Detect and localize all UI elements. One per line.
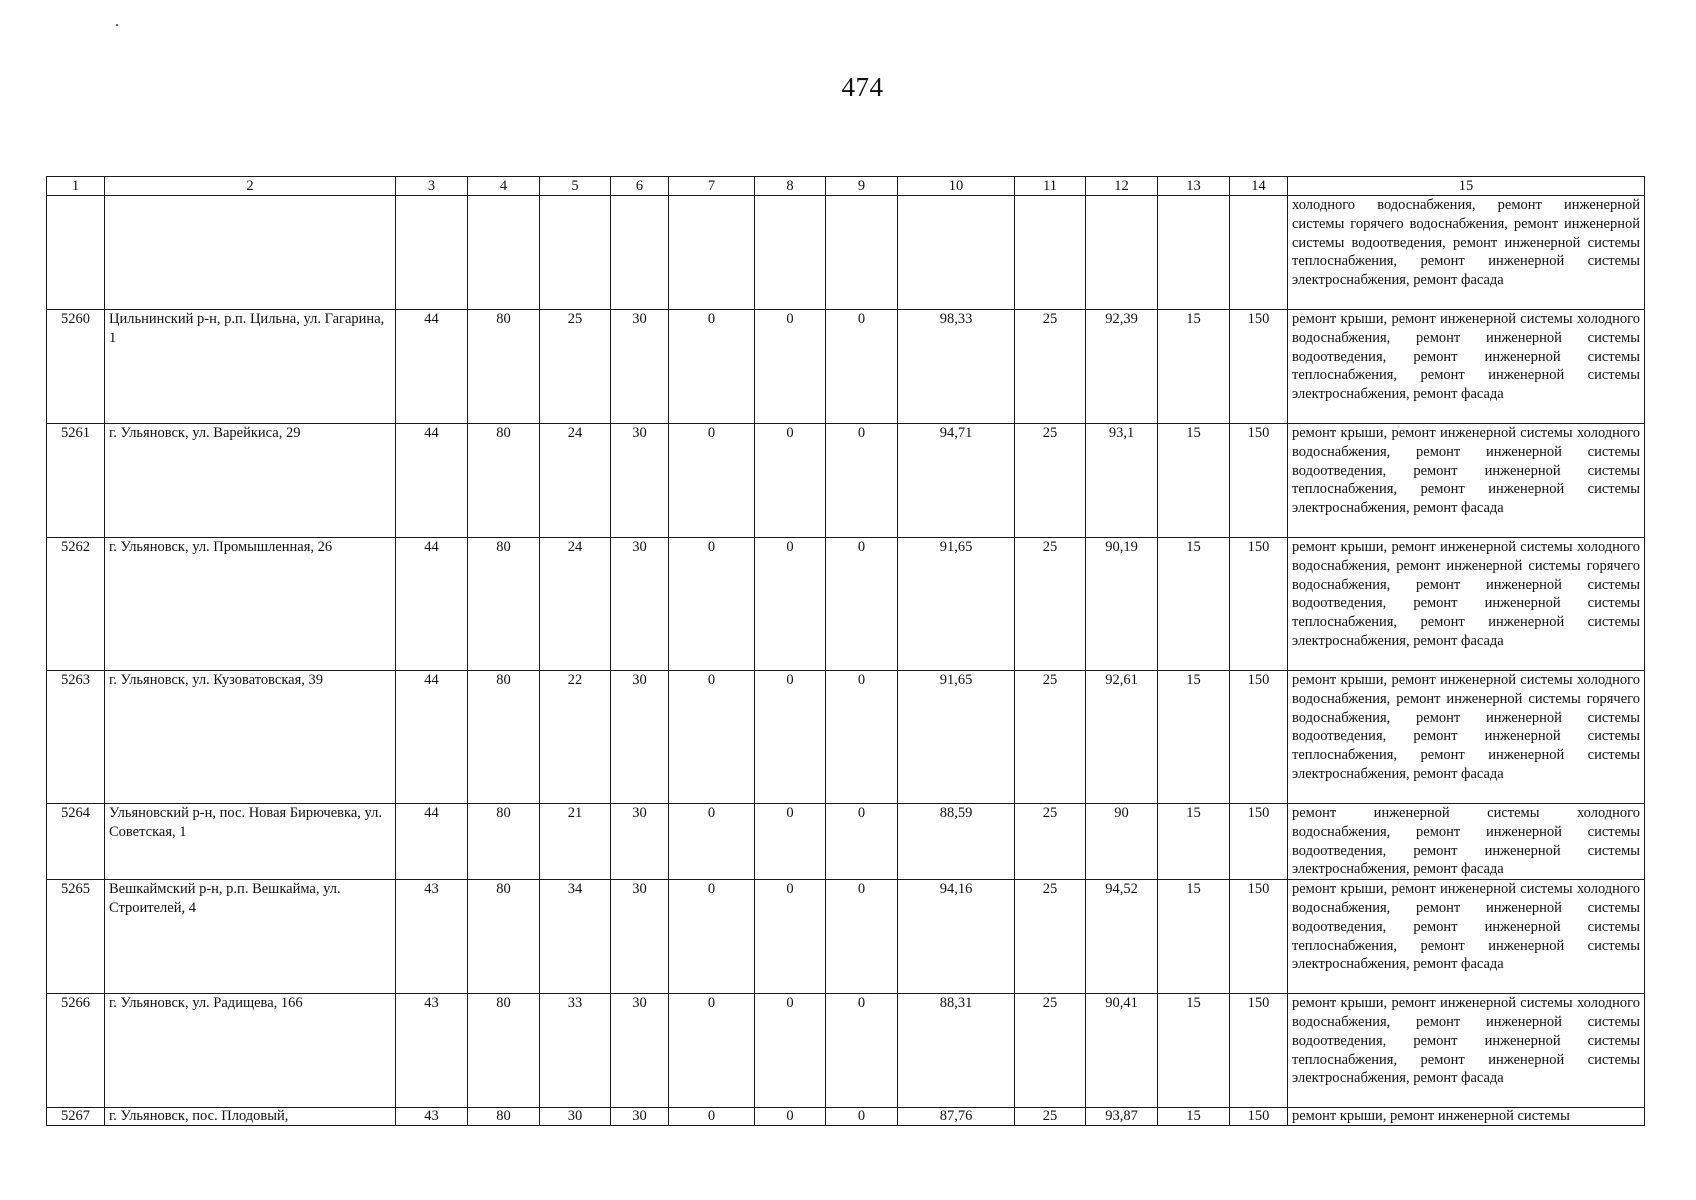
table-row: [47, 424, 1645, 538]
header-row: [47, 177, 1645, 196]
cell-row-number: 5266: [47, 994, 105, 1108]
column-header-2: 2: [105, 177, 396, 196]
cell-col-7: 0: [669, 671, 755, 804]
cell-col-4: 80: [468, 994, 540, 1108]
cell-col-9: 0: [826, 804, 898, 880]
cell-col-11: 25: [1015, 424, 1086, 538]
cell-col-13: 15: [1158, 1108, 1230, 1126]
cell-col-12: 94,52: [1086, 880, 1158, 994]
cell-col-10: 88,31: [898, 994, 1015, 1108]
cell-col-14: 150: [1230, 424, 1288, 538]
cell-row-number: 5267: [47, 1108, 105, 1126]
cell-col-9: 0: [826, 310, 898, 424]
cell-col-11: 25: [1015, 671, 1086, 804]
cell-col-3: 44: [396, 671, 468, 804]
cell-works-list: ремонт инженерной системы холодного водоснабжения, ремонт инженерной системы водоотведения, ремонт инженерной системы электроснабжения, ремонт фасада: [1288, 804, 1645, 880]
column-header-15: 15: [1288, 177, 1645, 196]
cell-col-14: 150: [1230, 538, 1288, 671]
cell-col-13: 15: [1158, 671, 1230, 804]
cell-col-4: 80: [468, 671, 540, 804]
cell-col-7: [669, 196, 755, 310]
cell-works-list: ремонт крыши, ремонт инженерной системы холодного водоснабжения, ремонт инженерной системы водоотведения, ремонт инженерной системы теплоснабжения, ремонт инженерной системы электроснабжения, ремонт фасада: [1288, 994, 1645, 1108]
cell-col-5: 33: [540, 994, 611, 1108]
column-header-11: 11: [1015, 177, 1086, 196]
scan-speck: [116, 24, 118, 26]
table-body: [47, 177, 1645, 1126]
cell-col-12: 90,19: [1086, 538, 1158, 671]
cell-col-14: 150: [1230, 804, 1288, 880]
cell-col-10: 91,65: [898, 671, 1015, 804]
cell-col-13: 15: [1158, 880, 1230, 994]
cell-col-10: 94,16: [898, 880, 1015, 994]
cell-col-11: 25: [1015, 994, 1086, 1108]
cell-col-10: [898, 196, 1015, 310]
cell-works-list: ремонт крыши, ремонт инженерной системы холодного водоснабжения, ремонт инженерной системы горячего водоснабжения, ремонт инженерной системы водоотведения, ремонт инженерной системы теплоснабжения, ремонт инженерной системы электроснабжения, ремонт фасада: [1288, 671, 1645, 804]
cell-col-10: 88,59: [898, 804, 1015, 880]
cell-col-3: 44: [396, 310, 468, 424]
cell-works-list: холодного водоснабжения, ремонт инженерной системы горячего водоснабжения, ремонт инженерной системы водоотведения, ремонт инженерной системы теплоснабжения, ремонт инженерной системы электроснабжения, ремонт фасада: [1288, 196, 1645, 310]
table-row: [47, 671, 1645, 804]
table-row: [47, 538, 1645, 671]
cell-col-14: 150: [1230, 994, 1288, 1108]
cell-col-6: 30: [611, 671, 669, 804]
cell-works-list: ремонт крыши, ремонт инженерной системы холодного водоснабжения, ремонт инженерной системы горячего водоснабжения, ремонт инженерной системы водоотведения, ремонт инженерной системы теплоснабжения, ремонт инженерной системы электроснабжения, ремонт фасада: [1288, 538, 1645, 671]
table-row: [47, 994, 1645, 1108]
cell-col-9: 0: [826, 994, 898, 1108]
cell-col-9: 0: [826, 880, 898, 994]
cell-col-6: 30: [611, 1108, 669, 1126]
column-header-7: 7: [669, 177, 755, 196]
cell-col-12: 90: [1086, 804, 1158, 880]
table-row: [47, 310, 1645, 424]
page-number: 474: [841, 72, 884, 102]
cell-col-10: 98,33: [898, 310, 1015, 424]
column-header-5: 5: [540, 177, 611, 196]
cell-col-12: 90,41: [1086, 994, 1158, 1108]
column-header-6: 6: [611, 177, 669, 196]
table-row: [47, 804, 1645, 880]
cell-col-5: [540, 196, 611, 310]
cell-col-6: 30: [611, 804, 669, 880]
cell-col-11: 25: [1015, 1108, 1086, 1126]
cell-col-13: [1158, 196, 1230, 310]
cell-address: [105, 196, 396, 310]
cell-col-9: 0: [826, 671, 898, 804]
cell-col-11: 25: [1015, 880, 1086, 994]
cell-col-14: 150: [1230, 880, 1288, 994]
column-header-1: 1: [47, 177, 105, 196]
cell-col-3: 43: [396, 880, 468, 994]
repair-register-table: [46, 176, 1645, 1126]
column-header-9: 9: [826, 177, 898, 196]
cell-col-9: [826, 196, 898, 310]
cell-col-13: 15: [1158, 804, 1230, 880]
cell-col-14: [1230, 196, 1288, 310]
cell-col-9: 0: [826, 1108, 898, 1126]
cell-col-7: 0: [669, 424, 755, 538]
cell-col-11: 25: [1015, 804, 1086, 880]
cell-col-10: 87,76: [898, 1108, 1015, 1126]
cell-col-9: 0: [826, 538, 898, 671]
table-row: [47, 880, 1645, 994]
cell-col-5: 24: [540, 538, 611, 671]
cell-col-3: 44: [396, 538, 468, 671]
cell-col-5: 25: [540, 310, 611, 424]
column-header-12: 12: [1086, 177, 1158, 196]
cell-row-number: 5260: [47, 310, 105, 424]
column-header-13: 13: [1158, 177, 1230, 196]
cell-col-6: 30: [611, 310, 669, 424]
cell-col-13: 15: [1158, 424, 1230, 538]
cell-col-8: 0: [755, 671, 826, 804]
cell-col-6: 30: [611, 994, 669, 1108]
table-row: [47, 1108, 1645, 1126]
cell-works-list: ремонт крыши, ремонт инженерной системы холодного водоснабжения, ремонт инженерной системы водоотведения, ремонт инженерной системы теплоснабжения, ремонт инженерной системы электроснабжения, ремонт фасада: [1288, 424, 1645, 538]
cell-col-7: 0: [669, 880, 755, 994]
cell-col-13: 15: [1158, 310, 1230, 424]
cell-col-13: 15: [1158, 994, 1230, 1108]
cell-col-12: 93,87: [1086, 1108, 1158, 1126]
cell-col-8: 0: [755, 310, 826, 424]
column-header-3: 3: [396, 177, 468, 196]
cell-row-number: [47, 196, 105, 310]
cell-col-14: 150: [1230, 671, 1288, 804]
cell-col-8: 0: [755, 1108, 826, 1126]
cell-row-number: 5263: [47, 671, 105, 804]
column-header-4: 4: [468, 177, 540, 196]
cell-row-number: 5261: [47, 424, 105, 538]
cell-col-12: [1086, 196, 1158, 310]
column-header-8: 8: [755, 177, 826, 196]
cell-col-7: 0: [669, 804, 755, 880]
cell-col-3: 43: [396, 994, 468, 1108]
cell-col-8: 0: [755, 994, 826, 1108]
cell-row-number: 5264: [47, 804, 105, 880]
cell-col-8: 0: [755, 804, 826, 880]
cell-col-3: [396, 196, 468, 310]
cell-col-11: 25: [1015, 538, 1086, 671]
cell-col-5: 21: [540, 804, 611, 880]
cell-col-4: 80: [468, 880, 540, 994]
cell-col-7: 0: [669, 1108, 755, 1126]
cell-address: г. Ульяновск, ул. Промышленная, 26: [105, 538, 396, 671]
cell-address: г. Ульяновск, ул. Кузоватовская, 39: [105, 671, 396, 804]
cell-col-4: 80: [468, 424, 540, 538]
cell-col-5: 30: [540, 1108, 611, 1126]
column-header-14: 14: [1230, 177, 1288, 196]
cell-col-11: [1015, 196, 1086, 310]
cell-col-8: [755, 196, 826, 310]
cell-col-5: 22: [540, 671, 611, 804]
cell-col-14: 150: [1230, 310, 1288, 424]
cell-col-12: 92,61: [1086, 671, 1158, 804]
cell-col-7: 0: [669, 994, 755, 1108]
cell-col-6: 30: [611, 880, 669, 994]
cell-col-11: 25: [1015, 310, 1086, 424]
table-row: [47, 196, 1645, 310]
cell-row-number: 5262: [47, 538, 105, 671]
cell-col-9: 0: [826, 424, 898, 538]
cell-col-5: 34: [540, 880, 611, 994]
column-header-10: 10: [898, 177, 1015, 196]
cell-col-3: 44: [396, 424, 468, 538]
cell-works-list: ремонт крыши, ремонт инженерной системы холодного водоснабжения, ремонт инженерной системы водоотведения, ремонт инженерной системы теплоснабжения, ремонт инженерной системы электроснабжения, ремонт фасада: [1288, 310, 1645, 424]
cell-col-4: 80: [468, 1108, 540, 1126]
cell-works-list: ремонт крыши, ремонт инженерной системы: [1288, 1108, 1645, 1126]
cell-address: Вешкаймский р-н, р.п. Вешкайма, ул. Строителей, 4: [105, 880, 396, 994]
cell-col-4: 80: [468, 538, 540, 671]
cell-col-5: 24: [540, 424, 611, 538]
cell-col-6: 30: [611, 538, 669, 671]
cell-address: г. Ульяновск, ул. Варейкиса, 29: [105, 424, 396, 538]
cell-col-4: [468, 196, 540, 310]
cell-col-7: 0: [669, 310, 755, 424]
cell-col-12: 93,1: [1086, 424, 1158, 538]
cell-address: Ульяновский р-н, пос. Новая Бирючевка, ул. Советская, 1: [105, 804, 396, 880]
cell-address: Цильнинский р-н, р.п. Цильна, ул. Гагарина, 1: [105, 310, 396, 424]
cell-col-10: 94,71: [898, 424, 1015, 538]
cell-col-8: 0: [755, 538, 826, 671]
cell-col-10: 91,65: [898, 538, 1015, 671]
cell-col-3: 44: [396, 804, 468, 880]
cell-col-4: 80: [468, 310, 540, 424]
cell-col-8: 0: [755, 880, 826, 994]
cell-col-3: 43: [396, 1108, 468, 1126]
cell-row-number: 5265: [47, 880, 105, 994]
cell-col-4: 80: [468, 804, 540, 880]
cell-col-8: 0: [755, 424, 826, 538]
cell-works-list: ремонт крыши, ремонт инженерной системы холодного водоснабжения, ремонт инженерной системы водоотведения, ремонт инженерной системы теплоснабжения, ремонт инженерной системы электроснабжения, ремонт фасада: [1288, 880, 1645, 994]
cell-col-6: [611, 196, 669, 310]
cell-col-12: 92,39: [1086, 310, 1158, 424]
cell-address: г. Ульяновск, ул. Радищева, 166: [105, 994, 396, 1108]
cell-col-7: 0: [669, 538, 755, 671]
cell-col-13: 15: [1158, 538, 1230, 671]
cell-col-14: 150: [1230, 1108, 1288, 1126]
cell-address: г. Ульяновск, пос. Плодовый,: [105, 1108, 396, 1126]
cell-col-6: 30: [611, 424, 669, 538]
